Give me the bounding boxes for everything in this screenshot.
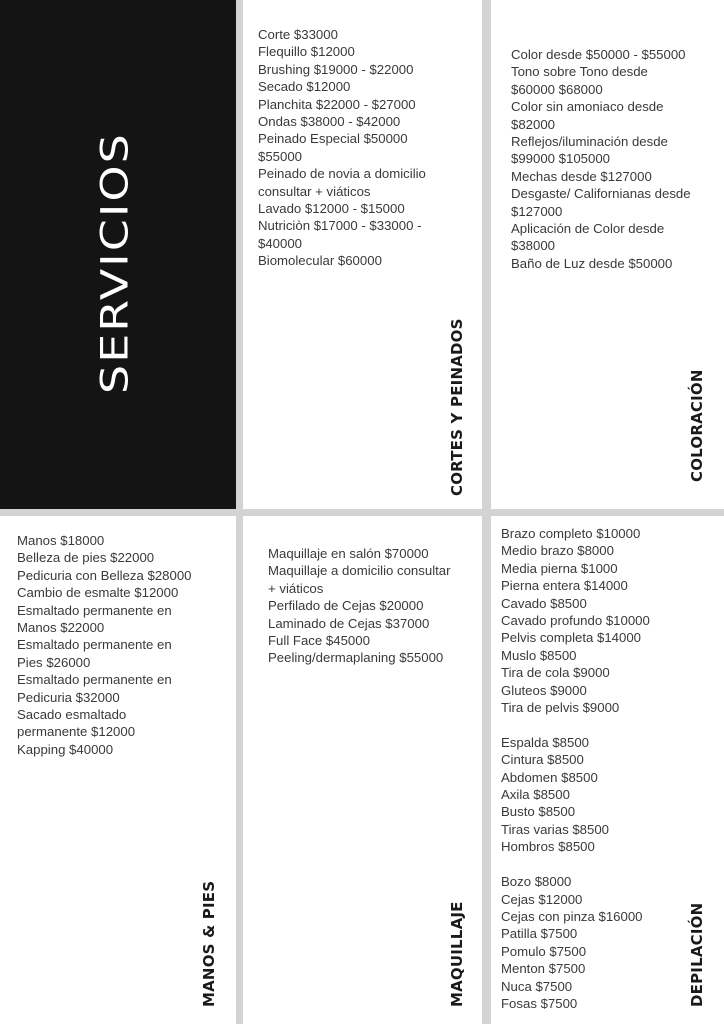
list-item: Gluteos $9000	[501, 682, 587, 698]
list-item: Patilla $7500	[501, 926, 578, 942]
list-item: Maquillaje en salón $70000	[268, 546, 429, 561]
manos-panel	[0, 516, 236, 1024]
list-item: Biomolecular $60000	[258, 253, 382, 269]
list-item: Pies $26000	[17, 654, 91, 670]
list-item: Maquillaje a domicilio consultar	[268, 563, 451, 579]
list-item: $99000 $105000	[511, 151, 611, 167]
list-item: Sacado esmaltado	[17, 707, 127, 723]
cortes-label: CORTES Y PEINADOS	[448, 318, 466, 496]
coloracion-list	[511, 46, 691, 272]
list-item: Manos $18000	[17, 533, 105, 548]
list-item: Peinado Especial $50000	[258, 131, 408, 147]
list-item: Tono sobre Tono desde	[511, 64, 648, 80]
list-item: Pomulo $7500	[501, 943, 587, 959]
list-item: Nuca $7500	[501, 978, 573, 994]
list-item: Esmaltado permanente en	[17, 637, 172, 653]
list-item: $40000	[258, 235, 303, 251]
cortes-panel	[243, 0, 482, 509]
manos-label: MANOS & PIES	[200, 880, 218, 1007]
list-item: $55000	[258, 148, 303, 164]
title-panel	[0, 0, 236, 509]
list-item: Full Face $45000	[268, 633, 370, 649]
list-item: Esmaltado permanente en	[17, 672, 172, 688]
list-item: Belleza de pies $22000	[17, 550, 155, 566]
list-item: Desgaste/ Californianas desde	[511, 186, 691, 202]
list-item: Peinado de novia a domicilio	[258, 166, 426, 182]
list-item: permanente $12000	[17, 724, 136, 740]
list-item: Cavado profundo $10000	[501, 613, 650, 629]
list-item: Media pierna $1000	[501, 560, 618, 576]
list-item: + viáticos	[268, 580, 324, 596]
maquillaje-label: MAQUILLAJE	[448, 901, 466, 1007]
list-item: Reflejos/iluminación desde	[511, 134, 668, 150]
list-item: Esmaltado permanente en	[17, 602, 172, 618]
page-title: SERVICIOS	[92, 132, 137, 394]
list-item: Cambio de esmalte $12000	[17, 585, 179, 601]
list-item: Hombros $8500	[501, 839, 595, 855]
list-item: consultar + viáticos	[258, 183, 371, 199]
list-item: Corte $33000	[258, 27, 338, 42]
list-item: Brushing $19000 - $22000	[258, 61, 414, 77]
list-item: Busto $8500	[501, 804, 576, 820]
list-item: Espalda $8500	[501, 734, 589, 750]
list-item: Muslo $8500	[501, 647, 577, 663]
list-item: Mechas desde $127000	[511, 168, 652, 184]
list-item: Bozo $8000	[501, 874, 572, 890]
list-item: $38000	[511, 238, 556, 254]
list-item: Aplicación de Color desde	[511, 221, 665, 237]
list-item: Manos $22000	[17, 620, 105, 636]
list-item: Pedicuria con Belleza $28000	[17, 567, 192, 583]
list-item: Tiras varias $8500	[501, 821, 609, 837]
depilacion-panel	[491, 516, 724, 1024]
depilacion-list	[501, 525, 650, 1012]
list-item: Flequillo $12000	[258, 44, 355, 60]
list-item: Color sin amoniaco desde	[511, 99, 664, 115]
list-item: Lavado $12000 - $15000	[258, 201, 405, 217]
list-item: Peeling/dermaplaning $55000	[268, 650, 444, 666]
list-item: Color desde $50000 - $55000	[511, 47, 686, 62]
list-item: Fosas $7500	[501, 995, 578, 1011]
depilacion-group-3	[501, 873, 650, 1012]
coloracion-panel	[491, 0, 724, 509]
list-item: Ondas $38000 - $42000	[258, 114, 401, 130]
coloracion-label: COLORACIÓN	[688, 369, 706, 482]
list-item: Tira de pelvis $9000	[501, 700, 620, 716]
group-spacer	[501, 716, 650, 733]
list-item: Axila $8500	[501, 787, 570, 803]
list-item: Baño de Luz desde $50000	[511, 255, 673, 271]
depilacion-group-1	[501, 525, 650, 716]
list-item: $60000 $68000	[511, 81, 603, 97]
list-item: Pierna entera $14000	[501, 578, 628, 594]
list-item: Medio brazo $8000	[501, 543, 614, 559]
list-item: Abdomen $8500	[501, 769, 598, 785]
list-item: Pelvis completa $14000	[501, 630, 642, 646]
list-item: Nutriciòn $17000 - $33000 -	[258, 218, 422, 234]
list-item: Pedicuria $32000	[17, 689, 120, 705]
list-item: Cintura $8500	[501, 752, 584, 768]
list-item: Tira de cola $9000	[501, 665, 610, 681]
list-item: Laminado de Cejas $37000	[268, 615, 430, 631]
group-spacer	[501, 856, 650, 873]
list-item: Perfilado de Cejas $20000	[268, 598, 424, 614]
manos-list	[17, 532, 192, 758]
maquillaje-list	[268, 545, 451, 667]
list-item: $127000	[511, 203, 563, 219]
list-item: Brazo completo $10000	[501, 526, 641, 541]
list-item: Kapping $40000	[17, 741, 114, 757]
list-item: $82000	[511, 116, 556, 132]
list-item: Menton $7500	[501, 961, 586, 977]
depilacion-label: DEPILACIÓN	[688, 902, 706, 1007]
maquillaje-panel	[243, 516, 482, 1024]
cortes-list	[258, 26, 426, 270]
depilacion-group-2	[501, 734, 650, 856]
list-item: Cejas con pinza $16000	[501, 908, 643, 924]
list-item: Cejas $12000	[501, 891, 583, 907]
list-item: Cavado $8500	[501, 595, 587, 611]
list-item: Secado $12000	[258, 79, 351, 95]
list-item: Planchita $22000 - $27000	[258, 96, 416, 112]
